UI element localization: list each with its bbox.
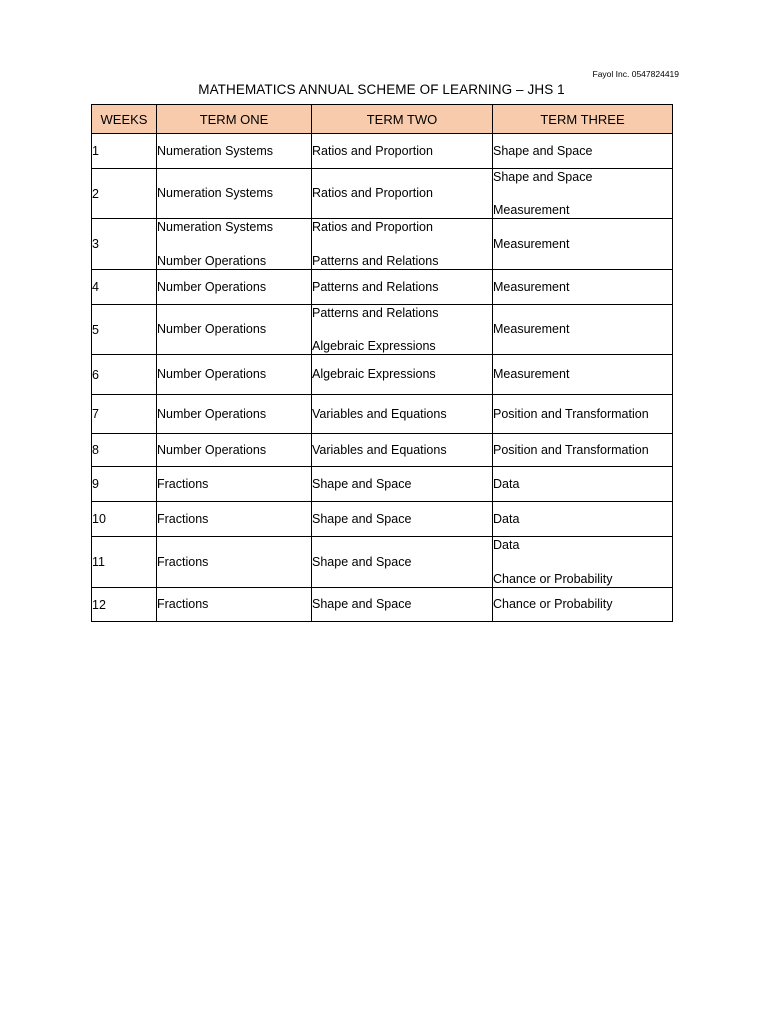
table-body — [92, 134, 673, 622]
term-one-topic: Number Operations — [157, 442, 267, 457]
term-three-cell — [493, 169, 673, 219]
term-three-topic: Measurement — [493, 322, 570, 336]
term-three-cell — [493, 305, 673, 355]
week-number: 5 — [92, 305, 157, 355]
table-row — [92, 134, 673, 169]
term-two-cell — [312, 355, 493, 395]
week-number: 10 — [92, 502, 157, 537]
week-number: 1 — [92, 134, 157, 169]
term-one-topic: Number Operations — [157, 406, 267, 421]
term-three-cell — [493, 467, 673, 502]
term-one-topic: Fractions — [157, 597, 209, 611]
term-three-cell — [493, 219, 673, 270]
term-one-topic: Fractions — [157, 476, 209, 491]
term-two-cell — [312, 395, 493, 434]
term-two-cell — [312, 134, 493, 169]
term-two-topic: Shape and Space — [312, 511, 412, 526]
term-one-cell — [157, 270, 312, 305]
week-number: 6 — [92, 355, 157, 395]
header-term-three: TERM THREE — [493, 105, 673, 134]
table-row — [92, 434, 673, 467]
term-two-topic: Patterns and Relations — [312, 279, 439, 294]
term-one-cell — [157, 169, 312, 219]
week-number: 9 — [92, 467, 157, 502]
table-row — [92, 467, 673, 502]
term-two-topic: Variables and Equations — [312, 406, 447, 421]
term-three-topic: Position and Transformation — [493, 406, 649, 421]
term-three-topic: Data — [493, 537, 520, 552]
term-three-cell — [493, 270, 673, 305]
term-three-topic: Chance or Probability — [493, 571, 613, 586]
term-one-cell — [157, 134, 312, 169]
term-two-cell — [312, 537, 493, 588]
term-two-topic: Shape and Space — [312, 554, 412, 569]
term-two-cell — [312, 219, 493, 270]
header-note: Fayol Inc. 0547824419 — [592, 69, 679, 79]
term-two-cell — [312, 169, 493, 219]
table-header-row — [92, 105, 673, 134]
term-two-topic: Variables and Equations — [312, 442, 447, 457]
term-three-cell — [493, 537, 673, 588]
term-three-topic: Measurement — [493, 367, 570, 381]
term-two-topic: Shape and Space — [312, 597, 412, 611]
term-three-topic: Chance or Probability — [493, 597, 613, 611]
term-one-cell — [157, 467, 312, 502]
table-row — [92, 305, 673, 355]
term-three-topic: Shape and Space — [493, 143, 593, 158]
table-row — [92, 588, 673, 622]
table-row — [92, 169, 673, 219]
week-number: 3 — [92, 219, 157, 270]
term-one-topic: Number Operations — [157, 279, 267, 294]
term-one-cell — [157, 502, 312, 537]
term-one-topic: Number Operations — [157, 322, 267, 336]
term-two-topic: Ratios and Proportion — [312, 186, 433, 200]
term-one-cell — [157, 434, 312, 467]
term-one-topic: Number Operations — [157, 367, 267, 381]
term-two-cell — [312, 270, 493, 305]
term-two-topic: Patterns and Relations — [312, 253, 439, 268]
term-two-topic: Algebraic Expressions — [312, 367, 436, 381]
term-three-topic: Position and Transformation — [493, 442, 649, 457]
table-row — [92, 537, 673, 588]
table-row — [92, 219, 673, 270]
scheme-table — [91, 104, 673, 622]
week-number: 4 — [92, 270, 157, 305]
term-two-topic: Shape and Space — [312, 476, 412, 491]
term-two-topic: Ratios and Proportion — [312, 143, 433, 158]
table-row — [92, 270, 673, 305]
header-weeks: WEEKS — [92, 105, 157, 134]
term-three-cell — [493, 434, 673, 467]
term-two-cell — [312, 588, 493, 622]
term-one-topic: Number Operations — [157, 253, 267, 268]
table-row — [92, 355, 673, 395]
week-number: 7 — [92, 395, 157, 434]
term-two-topic: Patterns and Relations — [312, 305, 439, 320]
term-two-topic: Ratios and Proportion — [312, 219, 433, 234]
term-two-cell — [312, 502, 493, 537]
week-number: 8 — [92, 434, 157, 467]
term-two-cell — [312, 434, 493, 467]
term-one-topic: Fractions — [157, 554, 209, 569]
week-number: 12 — [92, 588, 157, 622]
term-two-topic: Algebraic Expressions — [312, 338, 436, 353]
header-term-one: TERM ONE — [157, 105, 312, 134]
term-three-cell — [493, 355, 673, 395]
term-one-cell — [157, 395, 312, 434]
term-one-cell — [157, 537, 312, 588]
term-one-topic: Numeration Systems — [157, 186, 274, 200]
term-three-cell — [493, 134, 673, 169]
term-three-cell — [493, 588, 673, 622]
table-row — [92, 502, 673, 537]
page-title: MATHEMATICS ANNUAL SCHEME OF LEARNING – JHS 1 — [198, 82, 565, 97]
term-three-topic: Measurement — [493, 202, 570, 217]
term-one-topic: Numeration Systems — [157, 219, 274, 234]
term-one-cell — [157, 305, 312, 355]
term-one-topic: Numeration Systems — [157, 143, 274, 158]
term-three-cell — [493, 502, 673, 537]
term-three-topic: Data — [493, 511, 520, 526]
table-row — [92, 395, 673, 434]
term-three-topic: Shape and Space — [493, 169, 593, 184]
term-three-topic: Measurement — [493, 279, 570, 294]
term-two-cell — [312, 467, 493, 502]
term-one-cell — [157, 355, 312, 395]
term-three-cell — [493, 395, 673, 434]
term-three-topic: Measurement — [493, 236, 570, 251]
term-one-topic: Fractions — [157, 511, 209, 526]
term-three-topic: Data — [493, 476, 520, 491]
term-one-cell — [157, 219, 312, 270]
term-one-cell — [157, 588, 312, 622]
week-number: 2 — [92, 169, 157, 219]
header-term-two: TERM TWO — [312, 105, 493, 134]
week-number: 11 — [92, 537, 157, 588]
term-two-cell — [312, 305, 493, 355]
